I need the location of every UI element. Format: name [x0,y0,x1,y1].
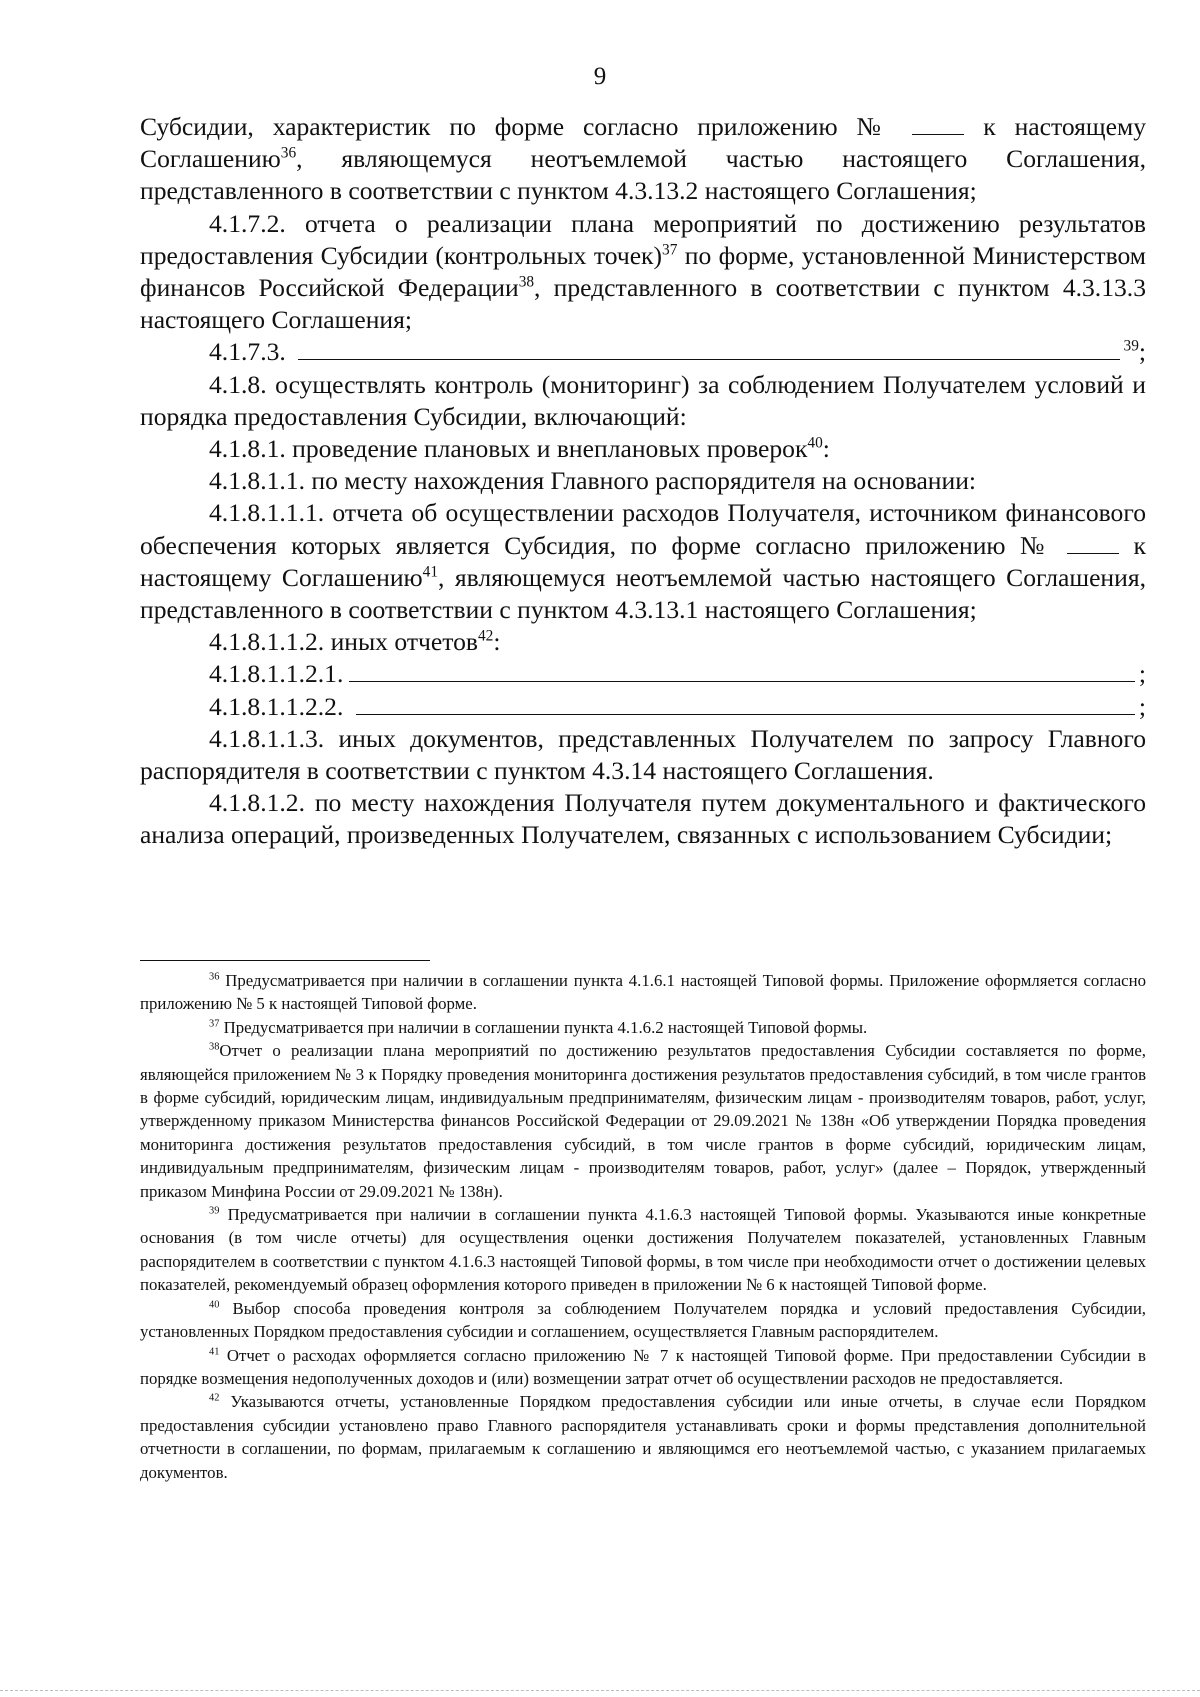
footnote-number: 42 [209,1392,220,1404]
paragraph-4-1-8-1: 4.1.8.1. проведение плановых и внеплановых проверок$^{40}$: [209,434,830,464]
paragraph-4-1-8-1-1: 4.1.8.1.1. по месту нахождения Главного распорядителя на основании: [209,466,976,496]
page-number: 9 [593,63,607,90]
footnote: $^{39}$ Предусматривается при наличии в соглашении пункта 4.1.6.3 настоящей Типовой формы. Указываются иные конкретные основания (в том числе отчеты) для осуществления оценки достижения Получателем показателей, установленных Главным распорядителем в соответствии с пунктом 4.1.6.3 настоящей Типовой формы, в том числе при необходимости отчет о достижении целевых показателей, рекомендуемый образец оформления которого приведен в приложении № 6 к настоящей Типовой форме. [140,1205,1146,1295]
footnote: $^{37}$ Предусматривается при наличии в соглашении пункта 4.1.6.2 настоящей Типовой формы. [209,1017,868,1037]
footnote-ref: 37 [662,241,678,259]
blank-field [912,112,964,135]
blank-line [356,692,1135,715]
blank-line [349,659,1135,682]
blank-field [1067,531,1119,554]
footnote: $^{40}$ Выбор способа проведения контроля за соблюдением Получателем порядка и условий предоставления Субсидии, установленных Порядком предоставления субсидии и соглашением, осуществляется Главным распорядителем. [140,1298,1146,1342]
footnote: $^{36}$ Предусматривается при наличии в соглашении пункта 4.1.6.1 настоящей Типовой формы. Приложение оформляется согласно приложению № 5 к настоящей Типовой форме. [140,971,1146,1014]
footnote-number: 36 [209,971,220,983]
footnote-ref: 42 [477,627,494,645]
paragraph-4-1-8-1-1-2-2: 4.1.8.1.1.2.2. ; [209,691,1146,721]
footnote-number: 37 [209,1018,220,1030]
footnote: $^{41}$ Отчет о расходах оформляется согласно приложению № 7 к настоящей Типовой форме. При предоставлении Субсидии в порядке возмещения недополученных доходов и (или) возмещении затрат отчет об осуществлении расходов не предоставляется. [140,1345,1146,1388]
footnotes [140,969,1146,1484]
footnote-number: 38 [209,1041,220,1053]
footnote-ref: 40 [807,434,823,452]
paragraph-4-1-8: 4.1.8. осуществлять контроль (мониторинг) за соблюдением Получателем условий и порядка предоставления Субсидии, включающий: [140,369,1146,431]
paragraph-subsidy-characteristics: Субсидии, характеристик по форме согласно приложению № к настоящему Соглашению$^{36}$, являющемуся неотъемлемой частью настоящего Соглашения, представленного в соответствии с пунктом 4.3.13.2 настоящего Соглашения; [140,112,1146,206]
footnote-separator [140,960,430,961]
footnote-ref: 39 [1123,337,1139,355]
paragraph-4-1-8-1-1-3: 4.1.8.1.1.3. иных документов, представленных Получателем по запросу Главного распорядителя в соответствии с пунктом 4.3.14 настоящего Соглашения. [140,723,1146,786]
footnote-number: 39 [209,1205,220,1217]
footnote-number: 40 [209,1299,220,1311]
paragraph-4-1-7-2: 4.1.7.2. отчета о реализации плана мероприятий по достижению результатов предоставления Субсидии (контрольных точек)$^{37}$ по форме, установленной Министерством финансов Российской Федерации$^{38}$, представленного в соответствии с пунктом 4.3.13.3 настоящего Соглашения; [140,208,1146,335]
paragraph-4-1-8-1-1-2: 4.1.8.1.1.2. иных отчетов$^{42}$: [209,627,501,657]
paragraph-4-1-7-3: 4.1.7.3. $^{39}$; [209,337,1146,367]
paragraph-4-1-8-1-1-2-1: 4.1.8.1.1.2.1. ; [209,659,1146,689]
footnote: $^{42}$ Указываются отчеты, установленные Порядком предоставления субсидии или иные отчеты, в случае если Порядком предоставления субсидии установлено право Главного распорядителя устанавливать сроки и формы представления дополнительной отчетности в соглашении, по формам, прилагаемым к соглашению и являющимся его неотъемлемой частью, с указанием прилагаемых документов. [140,1392,1146,1482]
footnote-ref: 36 [280,144,297,162]
footnote-number: 41 [209,1345,220,1357]
scan-bottom-edge [0,1690,1200,1691]
footnote-ref: 38 [518,273,535,291]
paragraph-4-1-8-1-2: 4.1.8.1.2. по месту нахождения Получателя путем документального и фактического анализа операций, произведенных Получателем, связанных с использованием Субсидии; [140,788,1146,850]
footnote-ref: 41 [422,563,439,581]
blank-line [298,337,1119,360]
paragraph-4-1-8-1-1-1: 4.1.8.1.1.1. отчета об осуществлении расходов Получателя, источником финансового обеспечения которых является Субсидия, по форме согласно приложению № к настоящему Соглашению$^{41}$, являющемуся неотъемлемой частью настоящего Соглашения, представленного в соответствии с пунктом 4.3.13.1 настоящего Соглашения; [140,498,1146,625]
footnote: $^{38}$Отчет о реализации плана мероприятий по достижению результатов предоставления Субсидии составляется по форме, являющейся приложением № 3 к Порядку проведения мониторинга достижения результатов предоставления субсидий, в том числе грантов в форме субсидий, юридическим лицам, индивидуальным предпринимателям, физическим лицам - производителям товаров, работ, услуг, утвержденному приказом Министерства финансов Российской Федерации от 29.09.2021 № 138н «Об утверждении Порядка проведения мониторинга достижения результатов предоставления субсидий, в том числе грантов в форме субсидий, юридическим лицам, индивидуальным предпринимателям, физическим лицам - производителям товаров, работ, услуг» (далее – Порядок, утвержденный приказом Минфина России от 29.09.2021 № 138н). [140,1041,1146,1201]
main-text [140,111,1146,852]
